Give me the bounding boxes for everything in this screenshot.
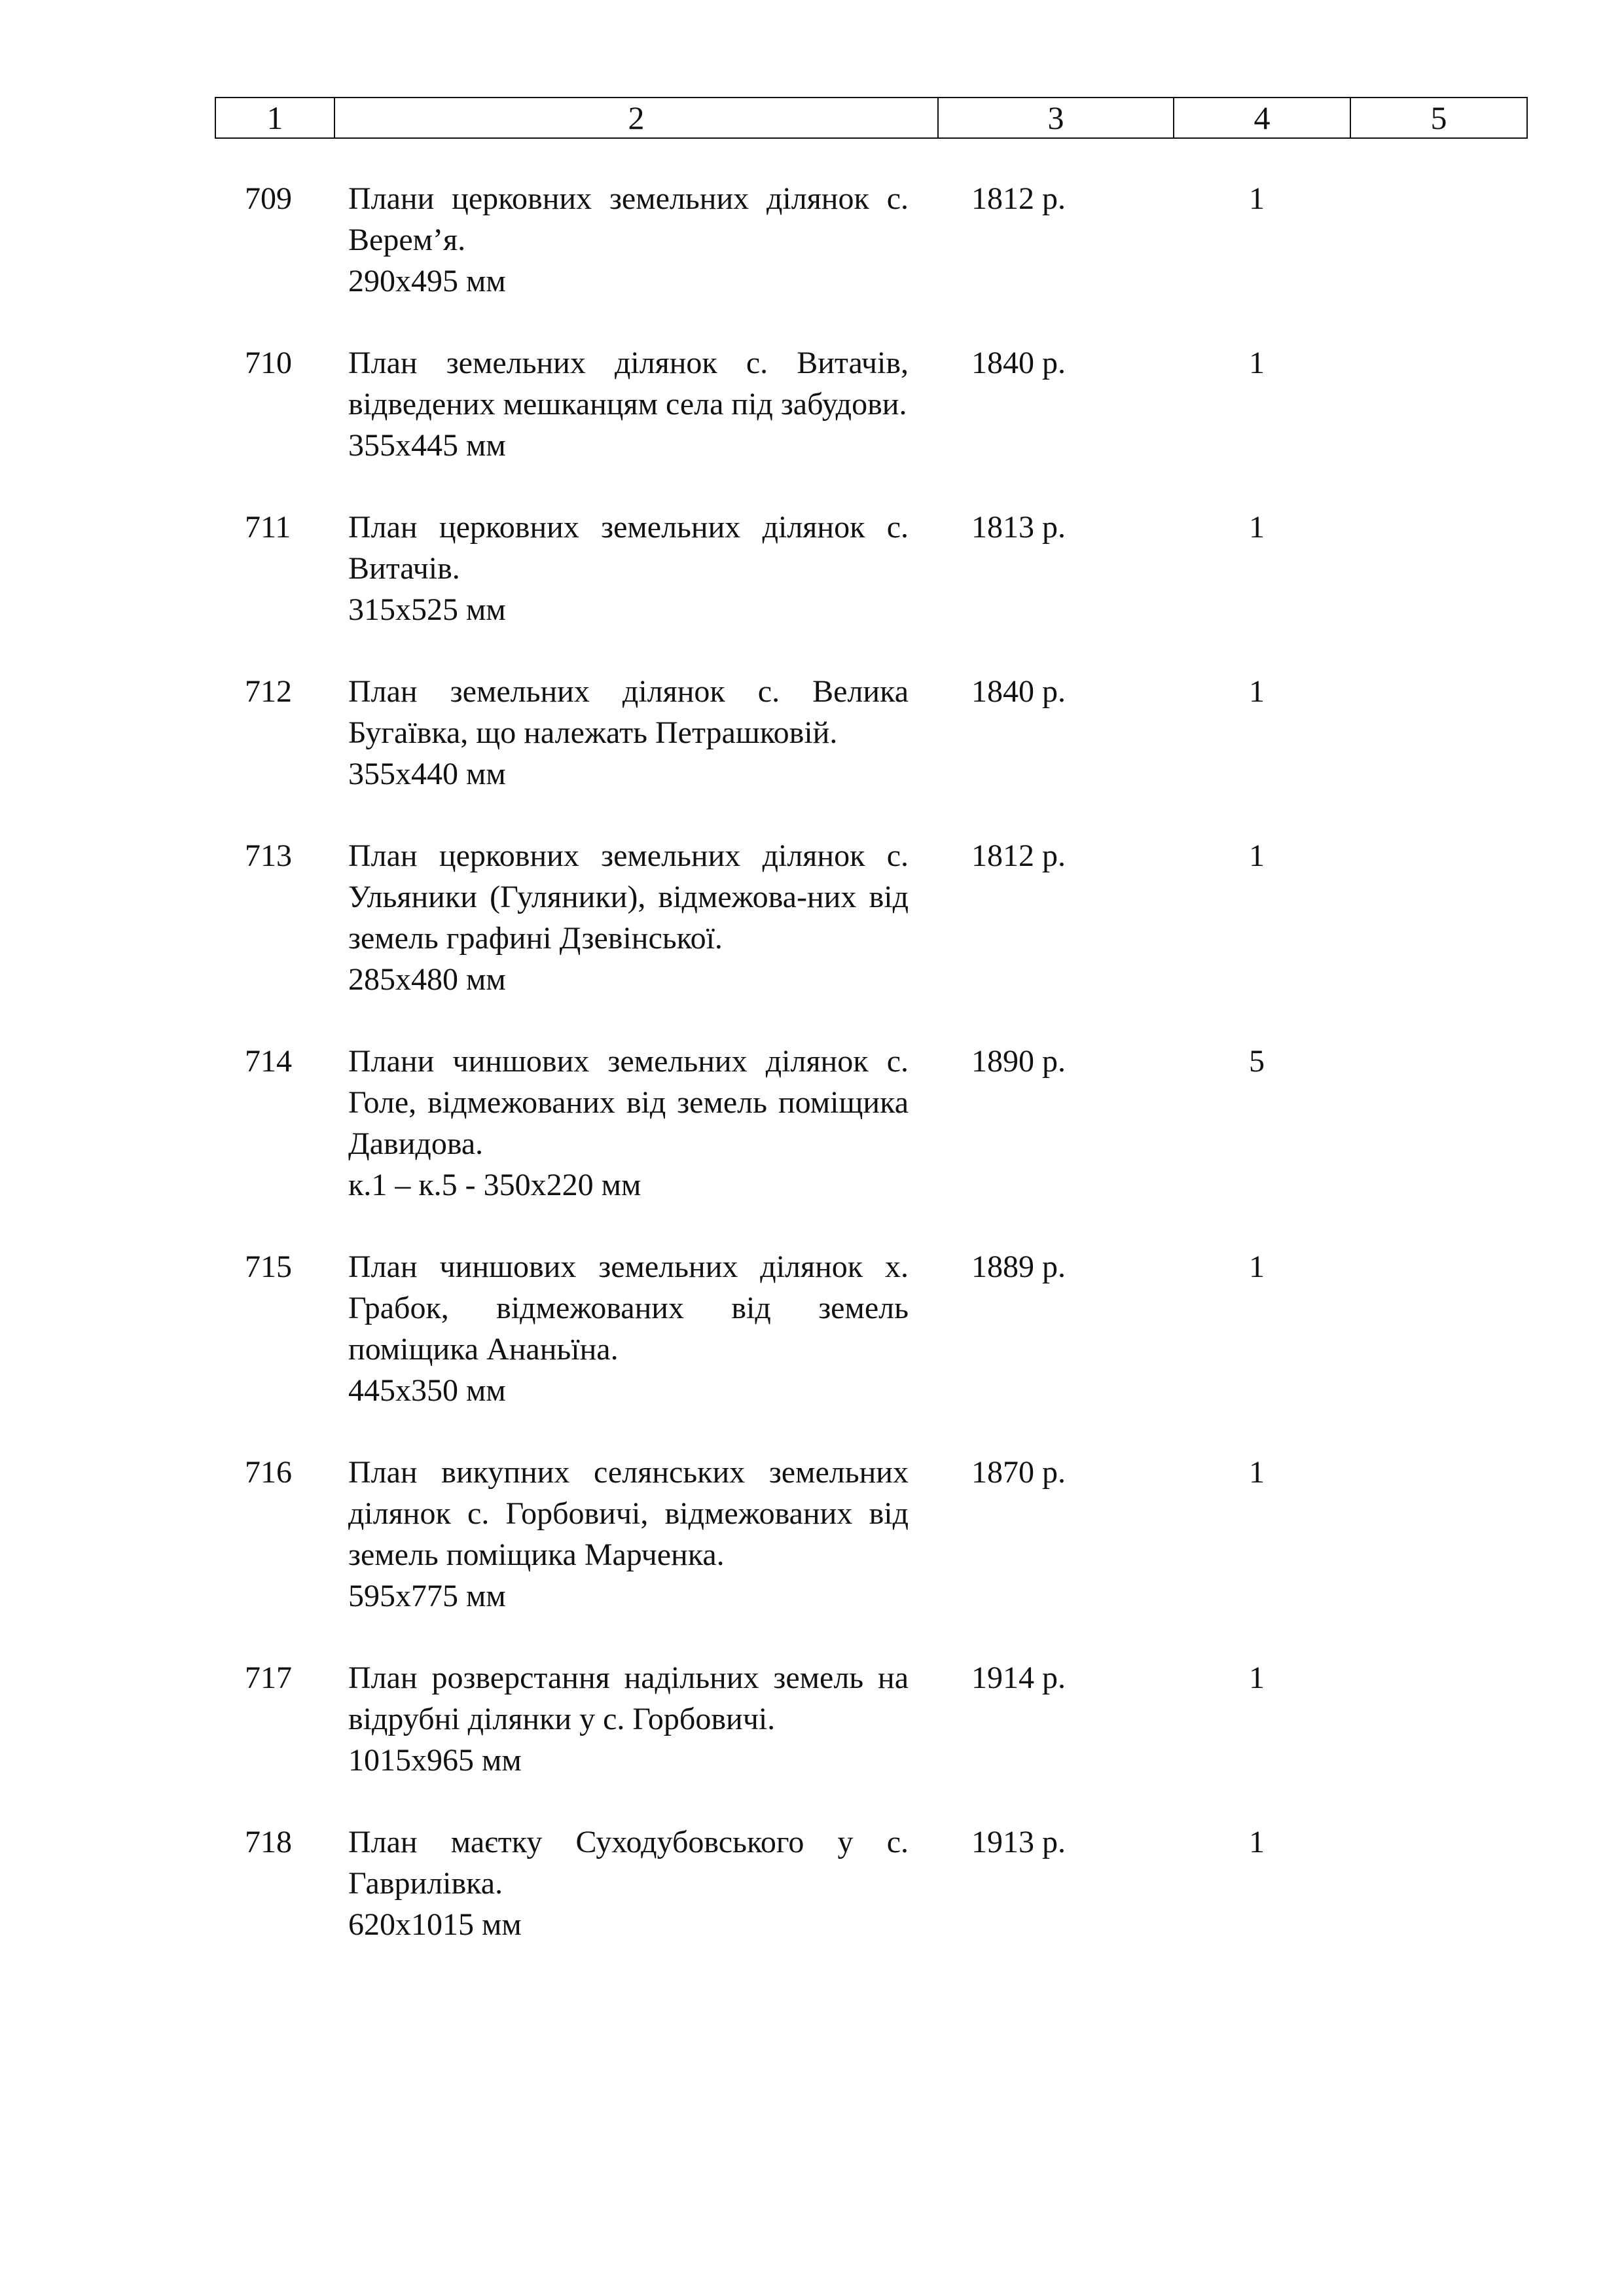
entry-description (333, 1821, 909, 1945)
catalogue-entry (215, 1246, 1520, 1411)
column-number-header (215, 97, 1528, 139)
catalogue-entry (215, 671, 1520, 795)
entry-description (333, 507, 909, 630)
entry-number: 711 (245, 510, 291, 545)
entry-number: 712 (245, 674, 292, 709)
entry-title: Плани чиншових земельних ділянок с. Голе, відмежованих від земель поміщика Давидова. (348, 1044, 909, 1161)
entry-title: План церковних земельних ділянок с. Ульяники (Гуляники), відмежова-них від земель графині Дзевінської. (348, 838, 909, 956)
entry-dimensions: 355х445 мм (348, 428, 506, 463)
entry-dimensions: 1015х965 мм (348, 1743, 522, 1778)
catalogue-entry (215, 1452, 1520, 1617)
entry-dimensions: 290х495 мм (348, 264, 506, 298)
entry-date: 1840 р. (971, 674, 1066, 709)
entry-sheet-count: 1 (1249, 181, 1265, 216)
entry-number: 715 (245, 1249, 292, 1284)
entry-dimensions: 445х350 мм (348, 1373, 506, 1408)
entry-description (333, 178, 909, 302)
entry-number: 713 (245, 838, 292, 873)
header-col-3: 3 (938, 98, 1174, 138)
entry-description (333, 1041, 909, 1206)
entry-sheet-count: 1 (1249, 1455, 1265, 1490)
entry-description (333, 1452, 909, 1617)
entry-title: План земельних ділянок с. Велика Бугаївка, що належать Петрашковій. (348, 674, 909, 750)
entry-date: 1812 р. (971, 181, 1066, 216)
entry-description (333, 835, 909, 1000)
entry-number: 718 (245, 1825, 292, 1859)
catalogue-entries (215, 178, 1520, 1986)
entry-title: Плани церковних земельних ділянок с. Верем’я. (348, 181, 909, 257)
entry-date: 1813 р. (971, 510, 1066, 545)
header-col-1: 1 (215, 98, 334, 138)
entry-title: План розверстання надільних земель на відрубні ділянки у с. Горбовичі. (348, 1660, 909, 1736)
header-col-4: 4 (1174, 98, 1350, 138)
entry-sheet-count: 1 (1249, 346, 1265, 380)
entry-number: 709 (245, 181, 292, 216)
catalogue-entry (215, 178, 1520, 302)
entry-date: 1913 р. (971, 1825, 1066, 1859)
entry-number: 717 (245, 1660, 292, 1695)
catalogue-entry (215, 1657, 1520, 1781)
entry-date: 1890 р. (971, 1044, 1066, 1079)
entry-number: 710 (245, 346, 292, 380)
header-row (215, 98, 1527, 138)
entry-sheet-count: 1 (1249, 674, 1265, 709)
catalogue-entry (215, 507, 1520, 630)
catalogue-entry (215, 1041, 1520, 1206)
entry-title: План маєтку Суходубовського у с. Гаврилівка. (348, 1825, 909, 1901)
entry-title: План викупних селянських земельних ділянок с. Горбовичі, відмежованих від земель поміщика Марченка. (348, 1455, 909, 1572)
entry-title: План чиншових земельних ділянок х. Грабок, відмежованих від земель поміщика Ананьїна. (348, 1249, 909, 1367)
entry-description (333, 342, 909, 466)
catalogue-entry (215, 835, 1520, 1000)
entry-sheet-count: 1 (1249, 1825, 1265, 1859)
entry-dimensions: 620х1015 мм (348, 1907, 522, 1942)
entry-dimensions: к.1 – к.5 - 350х220 мм (348, 1168, 641, 1202)
entry-sheet-count: 1 (1249, 510, 1265, 545)
entry-date: 1870 р. (971, 1455, 1066, 1490)
entry-dimensions: 315х525 мм (348, 592, 506, 627)
entry-sheet-count: 5 (1249, 1044, 1265, 1079)
entry-date: 1889 р. (971, 1249, 1066, 1284)
entry-dimensions: 285х480 мм (348, 962, 506, 997)
catalogue-entry (215, 342, 1520, 466)
entry-dimensions: 595х775 мм (348, 1579, 506, 1613)
header-col-5: 5 (1350, 98, 1527, 138)
entry-description (333, 1657, 909, 1781)
entry-title: План церковних земельних ділянок с. Витачів. (348, 510, 909, 586)
entry-title: План земельних ділянок с. Витачів, відведених мешканцям села під забудови. (348, 346, 909, 422)
entry-sheet-count: 1 (1249, 1249, 1265, 1284)
entry-sheet-count: 1 (1249, 1660, 1265, 1695)
entry-number: 714 (245, 1044, 292, 1079)
header-col-2: 2 (334, 98, 938, 138)
entry-description (333, 671, 909, 795)
entry-dimensions: 355х440 мм (348, 757, 506, 791)
entry-date: 1914 р. (971, 1660, 1066, 1695)
entry-date: 1840 р. (971, 346, 1066, 380)
entry-number: 716 (245, 1455, 292, 1490)
catalogue-entry (215, 1821, 1520, 1945)
entry-description (333, 1246, 909, 1411)
entry-date: 1812 р. (971, 838, 1066, 873)
entry-sheet-count: 1 (1249, 838, 1265, 873)
